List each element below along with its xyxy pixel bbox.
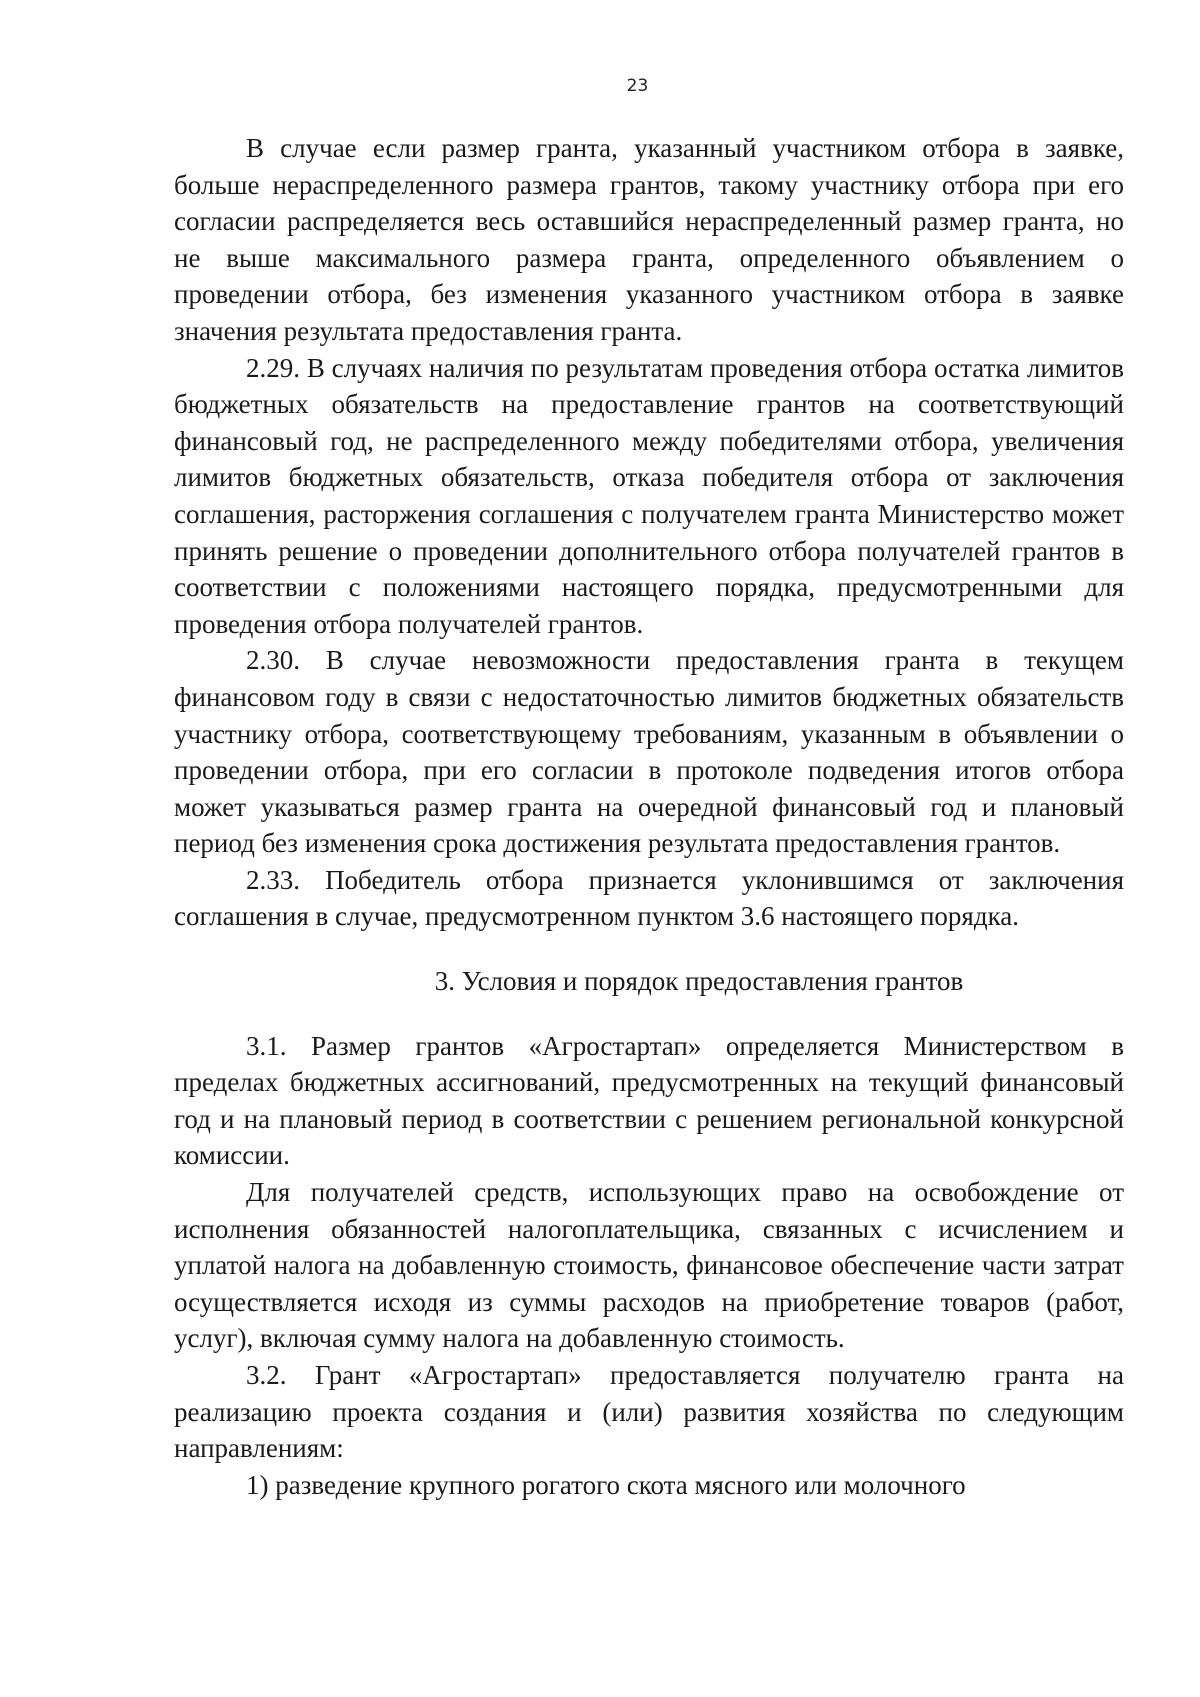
paragraph-vat-exemption: Для получателей средств, использующих право на освобождение от исполнения обязанностей налогоплательщика, связанных с исчислением и уплатой налога на добавленную стоимость, финансовое обеспечение части затрат осуществляется исходя из суммы расходов на приобретение товаров (работ, услуг), включая сумму налога на добавленную стоимость.: [174, 1177, 1124, 1354]
paragraph-2-30: 2.30. В случае невозможности предоставления гранта в текущем финансовом году в связи с недостаточностью лимитов бюджетных обязательств участнику отбора, соответствующему требованиям, указанным в объявлении о проведении отбора, при его согласии в протоколе подведения итогов отбора может указываться размер гранта на очередной финансовый год и плановый период без изменения срока достижения результата предоставления грантов.: [174, 645, 1124, 859]
paragraph-grant-distribution: В случае если размер гранта, указанный участником отбора в заявке, больше нераспределенного размера грантов, такому участнику отбора при его согласии распределяется весь оставшийся нераспределенный размер гранта, но не выше максимального размера гранта, определенного объявлением о проведении отбора, без изменения указанного участником отбора в заявке значения результата предоставления гранта.: [174, 133, 1124, 346]
paragraph-3-1: 3.1. Размер грантов «Агростартап» определяется Министерством в пределах бюджетных ассигнований, предусмотренных на текущий финансовый год и на плановый период в соответствии с решением региональной конкурсной комиссии.: [174, 1030, 1124, 1171]
section-heading: 3. Условия и порядок предоставления грантов: [434, 966, 964, 997]
document-body: [174, 130, 1124, 1503]
page-number: 23: [626, 76, 649, 96]
paragraph-3-2: 3.2. Грант «Агростартап» предоставляется получателю гранта на реализацию проекта создания и (или) развития хозяйства по следующим направлениям:: [174, 1360, 1124, 1464]
paragraph-2-29: 2.29. В случаях наличия по результатам проведения отбора остатка лимитов бюджетных обязательств на предоставление грантов на соответствующий финансовый год, не распределенного между победителями отбора, увеличения лимитов бюджетных обязательств, отказа победителя отбора от заключения соглашения, расторжения соглашения с получателем гранта Министерство может принять решение о проведении дополнительного отбора получателей грантов в соответствии с положениями настоящего порядка, предусмотренными для проведения отбора получателей грантов.: [174, 352, 1124, 639]
list-item-1: 1) разведение крупного рогатого скота мясного или молочного: [246, 1469, 966, 1500]
paragraph-2-33: 2.33. Победитель отбора признается уклонившимся от заключения соглашения в случае, предусмотренном пунктом 3.6 настоящего порядка.: [174, 864, 1124, 932]
